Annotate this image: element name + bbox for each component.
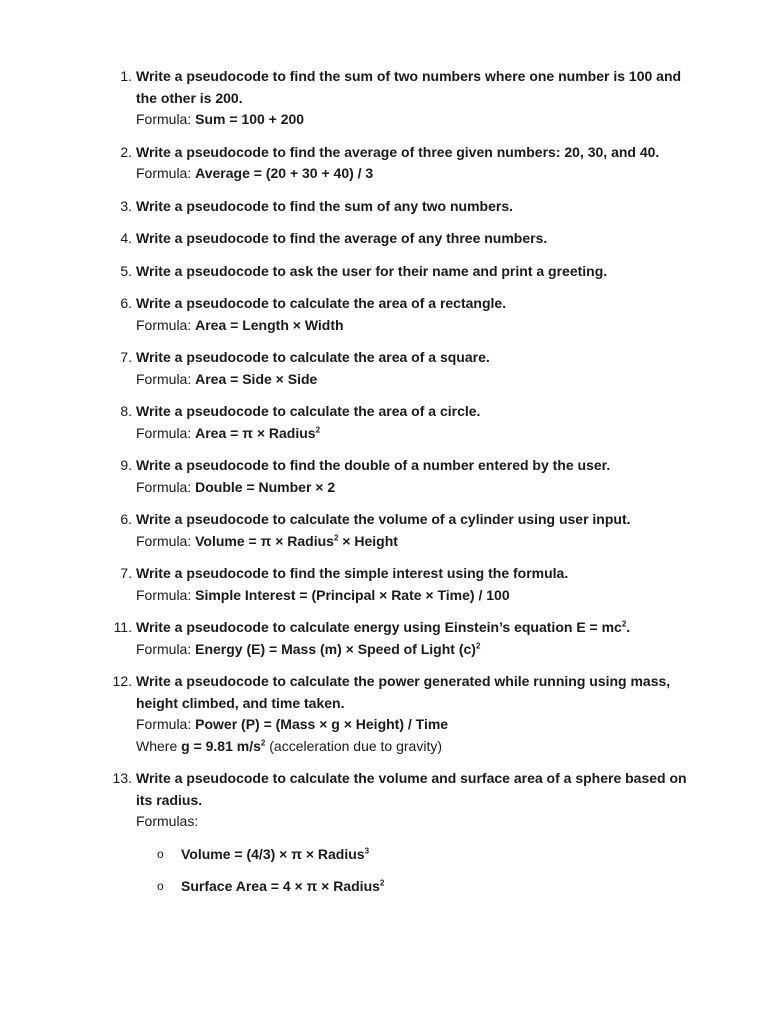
question-text: Write a pseudocode to calculate the area of a rectangle.	[136, 295, 507, 311]
list-item	[0, 563, 768, 606]
item-number: 11.	[113, 619, 132, 635]
constant-note: (acceleration due to gravity)	[265, 737, 442, 754]
formula-label: Formula:	[136, 165, 196, 181]
question-text: Write a pseudocode to find the double of a number entered by the user.	[136, 457, 611, 473]
superscript: 2	[260, 737, 266, 747]
question-list	[0, 66, 768, 898]
item-number: 12.	[112, 673, 132, 689]
question-text: Write a pseudocode to calculate the power generated while running using mass, height climbed, and time taken.	[136, 673, 671, 711]
formula-text: Area = π × Radius$^2$	[195, 424, 321, 441]
where-label: Where	[136, 737, 182, 754]
question-text: Write a pseudocode to find the sum of any two numbers.	[136, 197, 513, 214]
formula-line	[136, 714, 688, 736]
formula-label: Formula:	[136, 370, 196, 387]
formula-label: Formula:	[136, 532, 196, 549]
bullet-icon: o	[157, 846, 164, 861]
list-item	[0, 196, 768, 218]
formula-text: Double = Number × 2	[195, 478, 336, 495]
formula-label: Formula:	[136, 586, 196, 603]
formula-text: Energy (E) = Mass (m) × Speed of Light $(c)^2$	[195, 640, 481, 657]
item-number: 13.	[112, 770, 132, 786]
formula-line	[136, 423, 688, 445]
item-number: 9.	[120, 457, 132, 473]
list-item	[0, 455, 768, 498]
question-text: Write a pseudocode to calculate the area of a square.	[136, 349, 490, 365]
superscript: 2	[315, 424, 321, 434]
formula-label: Formula:	[136, 478, 196, 495]
formula-line	[136, 639, 688, 661]
formula-label: Formula:	[136, 716, 196, 732]
question-text: Write a pseudocode to ask the user for their name and print a greeting.	[136, 262, 608, 279]
formula-label: Formula:	[136, 316, 196, 333]
formula-text: Area = Length × Width	[195, 316, 344, 333]
formula-line	[136, 109, 688, 131]
list-item	[0, 401, 768, 444]
list-item	[0, 347, 768, 390]
formula-line	[136, 531, 688, 553]
superscript: 2	[333, 532, 339, 542]
formula-text: Sum = 100 + 200	[195, 111, 305, 127]
formula-line	[136, 477, 688, 499]
bullet-text: Surface Area = 4 × π × Radius$^2$	[181, 878, 385, 894]
question-text: Write a pseudocode to calculate the area of a circle.	[136, 403, 481, 419]
formula-line	[136, 585, 688, 607]
formula-text: Power (P) = (Mass × g × Height) / Time	[195, 716, 449, 732]
item-number: 2.	[120, 143, 132, 160]
list-item	[0, 617, 768, 660]
item-number: 8.	[120, 403, 132, 419]
question-text: Write a pseudocode to find the average of any three numbers.	[136, 230, 548, 246]
where-line	[136, 736, 688, 758]
item-number: 7.	[120, 349, 132, 365]
list-item	[0, 142, 768, 185]
item-number: 4.	[120, 230, 132, 246]
bullet-item	[0, 844, 768, 866]
formulas-label: Formulas:	[136, 813, 199, 829]
list-item	[0, 509, 768, 552]
bullet-icon: o	[157, 879, 164, 893]
question-text: Write a pseudocode to calculate energy using Einstein’s equation $E = mc^2$.	[136, 619, 631, 635]
superscript: 2	[379, 878, 385, 888]
superscript: 2	[621, 619, 627, 629]
question-text: Write a pseudocode to calculate the volume and surface area of a sphere based on its radius.	[136, 770, 687, 808]
formula-line	[136, 369, 688, 391]
item-number: 5.	[120, 262, 132, 279]
item-number: 6.	[120, 511, 132, 527]
formula-label: Formula:	[136, 640, 196, 657]
formula-line	[136, 315, 688, 337]
constant-text: g = 9.81 $m/s^2$	[181, 737, 266, 754]
formula-text: Area = Side × Side	[195, 370, 318, 387]
formula-text: Simple Interest = (Principal × Rate × Time) / 100	[195, 586, 510, 603]
list-item	[0, 66, 768, 131]
bullet-item	[0, 876, 768, 898]
formula-text: Volume = π × Radius$^2$ × Height	[195, 532, 398, 549]
item-number: 3.	[120, 197, 132, 214]
superscript: 3	[364, 845, 370, 855]
formula-label: Formula:	[136, 111, 196, 127]
list-item	[0, 228, 768, 250]
question-text: Write a pseudocode to calculate the volume of a cylinder using user input.	[136, 511, 631, 527]
list-item	[0, 293, 768, 336]
list-item	[0, 671, 768, 757]
list-item	[0, 261, 768, 283]
formula-label: Formula:	[136, 424, 196, 441]
list-item	[0, 768, 768, 833]
item-number: 1.	[120, 68, 132, 84]
formula-text: Average = (20 + 30 + 40) / 3	[195, 165, 374, 181]
formula-line	[136, 163, 688, 185]
question-text: Write a pseudocode to find the simple interest using the formula.	[136, 565, 569, 581]
superscript: 2	[475, 640, 481, 650]
item-number: 6.	[120, 295, 132, 311]
item-number: 7.	[120, 565, 132, 581]
question-text: Write a pseudocode to find the sum of two numbers where one number is 100 and the other is 200.	[136, 68, 682, 106]
bullet-text: Volume = (4/3) × π × Radius$^3$	[181, 845, 370, 862]
question-text: Write a pseudocode to find the average of three given numbers: 20, 30, and 40.	[136, 143, 660, 160]
